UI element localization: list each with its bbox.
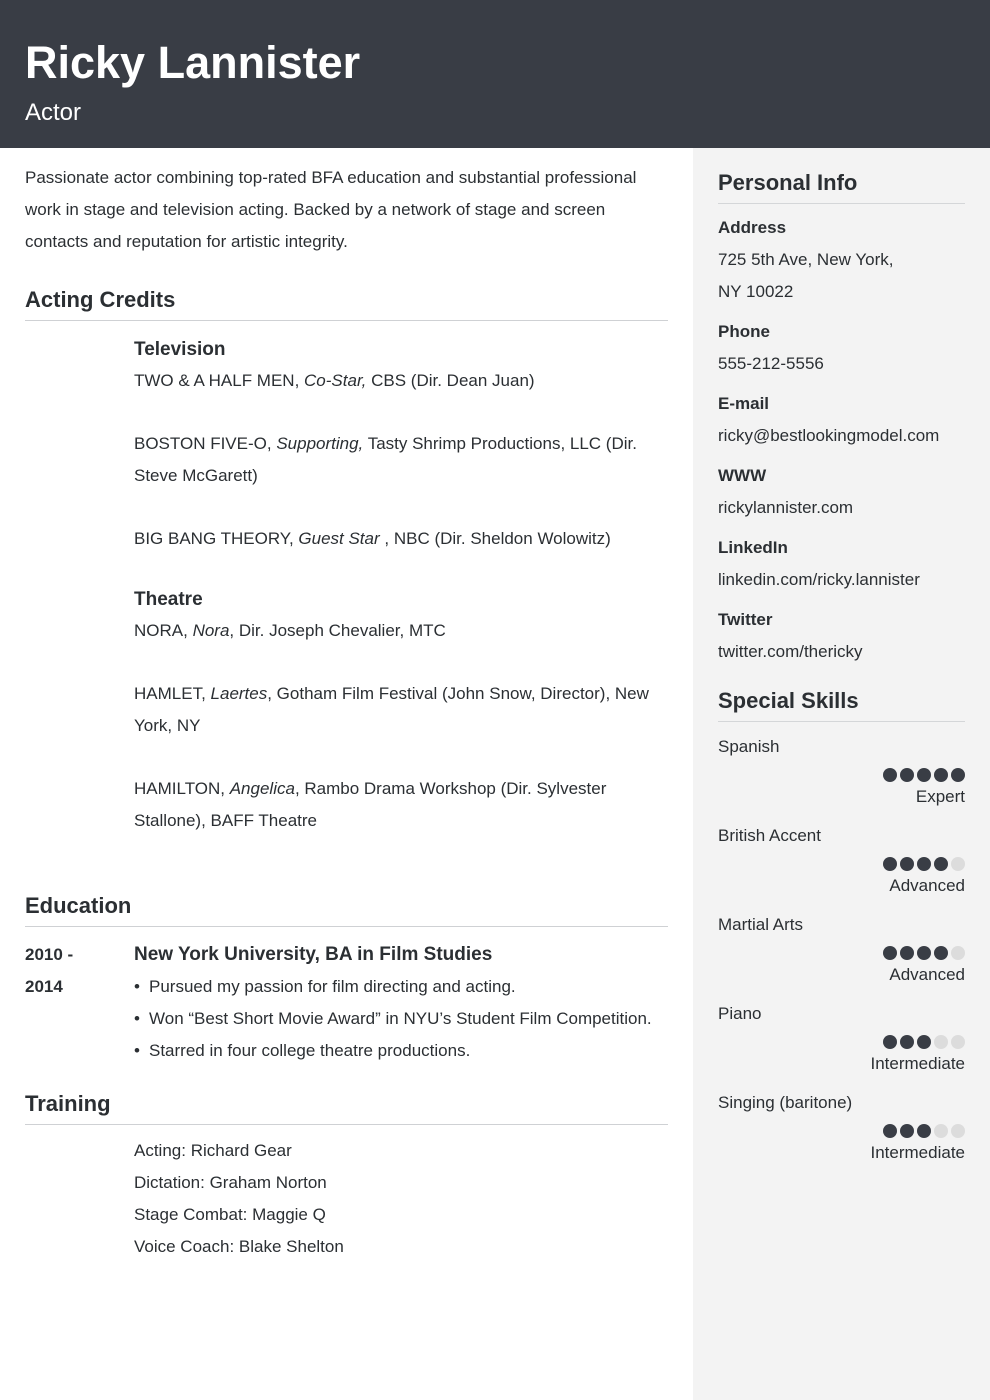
rating-dot-filled	[917, 1035, 931, 1049]
twitter-value: twitter.com/thericky	[718, 642, 863, 661]
resume-header	[0, 0, 990, 148]
education-title: New York University, BA in Film Studies	[134, 944, 493, 965]
skill-item	[718, 1001, 965, 1078]
skill-rating	[718, 768, 965, 782]
credit-details: , NBC (Dir. Sheldon Wolowitz)	[379, 529, 611, 548]
rating-dot-filled	[900, 1035, 914, 1049]
skill-level: Intermediate	[870, 1054, 965, 1073]
rating-dot-filled	[951, 768, 965, 782]
training-heading: Training	[25, 1089, 668, 1125]
rating-dot-filled	[900, 857, 914, 871]
skill-level: Intermediate	[870, 1143, 965, 1162]
rating-dot-empty	[934, 1035, 948, 1049]
rating-dot-filled	[900, 768, 914, 782]
rating-dot-filled	[934, 768, 948, 782]
candidate-name: Ricky Lannister	[25, 37, 361, 88]
skill-level: Advanced	[889, 876, 965, 895]
rating-dot-filled	[917, 768, 931, 782]
education-heading: Education	[25, 891, 668, 927]
credit-item	[134, 678, 668, 742]
credit-item	[134, 773, 668, 837]
skill-item	[718, 1090, 965, 1167]
training-item: Acting: Richard Gear	[134, 1141, 292, 1160]
credit-title: BIG BANG THEORY,	[134, 529, 299, 548]
rating-dot-empty	[934, 1124, 948, 1138]
phone-value: 555-212-5556	[718, 354, 824, 373]
personal-info-heading: Personal Info	[718, 168, 965, 204]
linkedin-label: LinkedIn	[718, 538, 788, 557]
www-value: rickylannister.com	[718, 498, 854, 517]
special-skills-heading: Special Skills	[718, 686, 965, 722]
education-entry	[25, 939, 668, 1067]
candidate-role: Actor	[25, 99, 82, 126]
training-item: Stage Combat: Maggie Q	[134, 1205, 326, 1224]
skill-rating	[718, 1124, 965, 1138]
www-label: WWW	[718, 466, 767, 485]
rating-dot-filled	[900, 946, 914, 960]
address-line-1: 725 5th Ave, New York,	[718, 250, 894, 269]
credit-role: Guest Star	[298, 529, 380, 548]
email-label: E-mail	[718, 394, 770, 413]
credit-title: BOSTON FIVE-O,	[134, 434, 277, 453]
rating-dot-empty	[951, 946, 965, 960]
rating-dot-filled	[900, 1124, 914, 1138]
rating-dot-filled	[917, 946, 931, 960]
profile-summary: Passionate actor combining top-rated BFA education and substantial professional work in stage and television acting. Backed by a network of stage and screen contacts and reputation for artistic integrity.	[25, 168, 637, 251]
training-list	[25, 1135, 668, 1263]
credit-role: Nora	[192, 621, 230, 640]
skill-name: British Accent	[718, 826, 821, 845]
phone-block	[718, 316, 965, 380]
credit-title: HAMLET,	[134, 684, 211, 703]
credit-details: , Gotham Film Festival (John Snow, Director), New York, NY	[134, 684, 649, 735]
credit-role: Co-Star,	[304, 371, 367, 390]
skill-name: Martial Arts	[718, 915, 804, 934]
credit-item	[134, 523, 668, 555]
credit-item	[134, 428, 668, 492]
credit-title: TWO & A HALF MEN,	[134, 371, 305, 390]
credit-item	[134, 365, 668, 397]
linkedin-value: linkedin.com/ricky.lannister	[718, 570, 920, 589]
credit-details: , Rambo Drama Workshop (Dir. Sylvester Stallone), BAFF Theatre	[134, 779, 607, 830]
education-details	[134, 939, 668, 1067]
rating-dot-filled	[934, 946, 948, 960]
credit-role: Supporting,	[276, 434, 364, 453]
skill-name: Spanish	[718, 737, 780, 756]
skill-rating	[718, 857, 965, 871]
address-label: Address	[718, 218, 787, 237]
education-bullet: • Pursued my passion for film directing and acting.	[134, 971, 668, 1003]
rating-dot-filled	[883, 857, 897, 871]
skill-name: Singing (baritone)	[718, 1093, 853, 1112]
acting-credits-heading: Acting Credits	[25, 285, 668, 321]
credit-role: Angelica	[229, 779, 295, 798]
main-column	[25, 162, 668, 1263]
skill-item	[718, 823, 965, 900]
credit-item	[134, 615, 668, 647]
rating-dot-filled	[883, 768, 897, 782]
acting-credits-list	[25, 336, 668, 837]
skill-name: Piano	[718, 1004, 762, 1023]
skill-item	[718, 912, 965, 989]
skill-item	[718, 734, 965, 811]
television-heading: Television	[134, 339, 226, 360]
credit-details: Tasty Shrimp Productions, LLC (Dir. Steve McGarett)	[134, 434, 637, 485]
address-block	[718, 212, 965, 308]
rating-dot-filled	[883, 946, 897, 960]
rating-dot-empty	[951, 857, 965, 871]
training-item: Voice Coach: Blake Shelton	[134, 1237, 344, 1256]
rating-dot-filled	[883, 1035, 897, 1049]
skill-rating	[718, 946, 965, 960]
rating-dot-empty	[951, 1035, 965, 1049]
rating-dot-filled	[917, 857, 931, 871]
address-line-2: NY 10022	[718, 282, 794, 301]
www-block	[718, 460, 965, 524]
skill-rating	[718, 1035, 965, 1049]
phone-label: Phone	[718, 322, 770, 341]
credit-details: , Dir. Joseph Chevalier, MTC	[229, 621, 446, 640]
education-bullet: • Starred in four college theatre productions.	[134, 1035, 668, 1067]
rating-dot-filled	[917, 1124, 931, 1138]
credit-title: NORA,	[134, 621, 193, 640]
email-value: ricky@bestlookingmodel.com	[718, 426, 940, 445]
rating-dot-filled	[934, 857, 948, 871]
credit-title: HAMILTON,	[134, 779, 230, 798]
training-item: Dictation: Graham Norton	[134, 1173, 327, 1192]
twitter-block	[718, 604, 965, 668]
twitter-label: Twitter	[718, 610, 773, 629]
linkedin-block	[718, 532, 965, 596]
sidebar-content	[718, 168, 965, 1167]
rating-dot-empty	[951, 1124, 965, 1138]
email-block	[718, 388, 965, 452]
theatre-heading: Theatre	[134, 589, 203, 610]
credit-details: CBS (Dir. Dean Juan)	[366, 371, 535, 390]
education-date: 2010 - 2014	[25, 945, 74, 996]
skills-list	[718, 734, 965, 1167]
skill-level: Expert	[915, 787, 965, 806]
credit-role: Laertes	[210, 684, 268, 703]
skill-level: Advanced	[889, 965, 965, 984]
education-bullet: • Won “Best Short Movie Award” in NYU’s Student Film Competition.	[134, 1003, 668, 1035]
rating-dot-filled	[883, 1124, 897, 1138]
